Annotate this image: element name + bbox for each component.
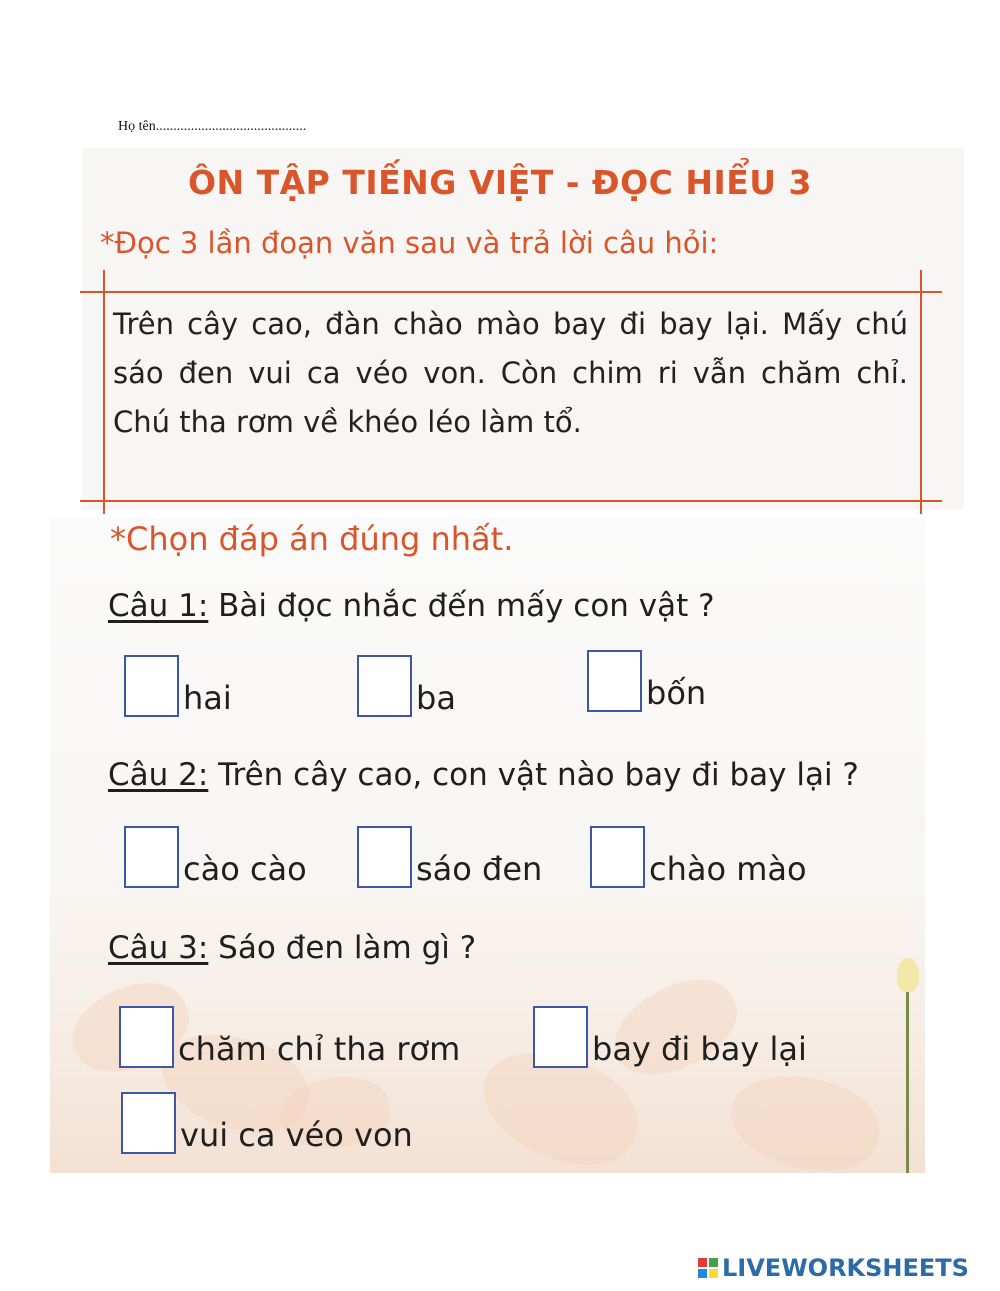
answer-checkbox[interactable] [590, 826, 645, 888]
reading-instruction: *Đọc 3 lần đoạn văn sau và trả lời câu hỏi: [100, 226, 719, 260]
logo-square [709, 1269, 718, 1278]
question-3 [108, 930, 476, 966]
answer-checkbox[interactable] [119, 1006, 174, 1068]
passage-frame-top-line [80, 291, 942, 293]
passage-frame-bottom-line [80, 500, 942, 502]
option-label: ba [416, 679, 456, 717]
logo-square [698, 1258, 707, 1267]
watermark-text: LIVEWORKSHEETS [722, 1254, 969, 1282]
question-1-text: Bài đọc nhắc đến mấy con vật ? [208, 588, 715, 624]
option-q3-c[interactable] [121, 1092, 413, 1154]
liveworksheets-watermark [698, 1254, 969, 1282]
option-label: vui ca véo von [180, 1116, 413, 1154]
choose-instruction: *Chọn đáp án đúng nhất. [110, 520, 514, 558]
answer-checkbox[interactable] [533, 1006, 588, 1068]
option-q2-b[interactable] [357, 826, 542, 888]
question-1-label: Câu 1: [108, 588, 209, 624]
option-q2-c[interactable] [590, 826, 807, 888]
option-label: bốn [646, 674, 707, 712]
option-label: hai [183, 679, 232, 717]
option-q1-b[interactable] [357, 655, 456, 717]
option-q1-c[interactable] [587, 650, 706, 712]
worksheet-title: ÔN TẬP TIẾNG VIỆT - ĐỌC HIỂU 3 [187, 163, 813, 202]
flower-bud-decoration [897, 958, 919, 992]
answer-checkbox[interactable] [121, 1092, 176, 1154]
question-3-label: Câu 3: [108, 930, 209, 966]
logo-square [698, 1269, 707, 1278]
passage-frame-left-line [103, 270, 105, 514]
answer-checkbox[interactable] [357, 655, 412, 717]
logo-square [709, 1258, 718, 1267]
flower-petal-decoration [723, 1066, 886, 1173]
option-q1-a[interactable] [124, 655, 232, 717]
question-2-text: Trên cây cao, con vật nào bay đi bay lại ? [208, 757, 859, 793]
option-label: chăm chỉ tha rơm [178, 1030, 461, 1068]
option-label: sáo đen [416, 850, 543, 888]
option-q3-a[interactable] [119, 1006, 460, 1068]
flower-stem-decoration [906, 988, 909, 1173]
question-2-label: Câu 2: [108, 757, 209, 793]
reading-passage: Trên cây cao, đàn chào mào bay đi bay lại. Mấy chú sáo đen vui ca véo von. Còn chim ri vẫn chăm chỉ. Chú tha rơm về khéo léo làm tổ. [113, 307, 908, 439]
passage-frame-right-line [920, 270, 922, 514]
question-2 [108, 757, 859, 793]
question-3-text: Sáo đen làm gì ? [208, 930, 477, 966]
option-label: cào cào [183, 850, 307, 888]
name-line: Họ tên........................................... [118, 119, 307, 134]
answer-checkbox[interactable] [357, 826, 412, 888]
option-q2-a[interactable] [124, 826, 307, 888]
option-label: chào mào [649, 850, 807, 888]
liveworksheets-logo-icon [698, 1258, 718, 1278]
option-q3-b[interactable] [533, 1006, 807, 1068]
answer-checkbox[interactable] [587, 650, 642, 712]
answer-checkbox[interactable] [124, 826, 179, 888]
option-label: bay đi bay lại [592, 1030, 807, 1068]
answer-checkbox[interactable] [124, 655, 179, 717]
question-1 [108, 588, 715, 624]
